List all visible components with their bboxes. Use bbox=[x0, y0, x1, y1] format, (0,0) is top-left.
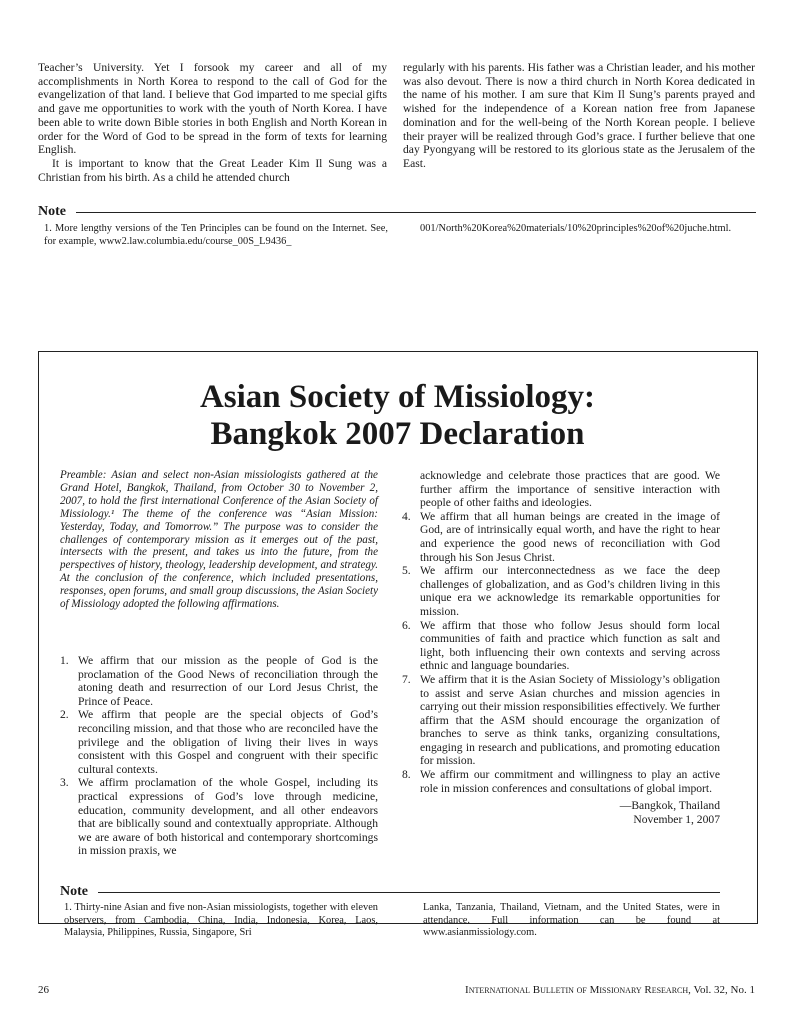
signoff bbox=[402, 799, 720, 827]
signoff-date: November 1, 2007 bbox=[633, 813, 720, 827]
footnote-text: 001/North%20Korea%20materials/10%20principles%20of%20juche.html. bbox=[420, 223, 732, 234]
footnote-text: 1. Thirty-nine Asian and five non-Asian missiologists, together with eleven observers, from Cambodia, China, India, Indonesia, Korea, Laos, Malaysia, Philippines, Russia, Singapore, Sri bbox=[64, 902, 378, 939]
paragraph: It is important to know that the Great Leader Kim Il Sung was a Christian from his birth. As a child he attended church bbox=[38, 156, 387, 184]
item-number: 3. bbox=[60, 776, 69, 790]
list-item bbox=[402, 510, 720, 564]
item-number: 4. bbox=[402, 509, 411, 523]
note-divider bbox=[76, 212, 756, 213]
list-item bbox=[60, 654, 378, 708]
item-number: 7. bbox=[402, 672, 411, 686]
item-text: We affirm that it is the Asian Society of Missiology’s obligation to assist and serve Asian churches and mission agencies in carrying out their mission responsibilities effectively. We further affirm that the ASM should encourage the organization of branches to serve as think tanks, organizing consultations, engaging in research and publications, and promoting education for mission. bbox=[420, 672, 720, 768]
item-text: We affirm our commitment and willingness to play an active role in mission conferences and consultations of global import. bbox=[420, 768, 720, 795]
preamble: Preamble: Asian and select non-Asian missiologists gathered at the Grand Hotel, Bangkok, Thailand, from October 30 to November 2, 2007, to hold the first international Conference of the Asian Society of Missiology.¹ The theme of the conference was “Asian Mission: Yesterday, Today, and Tomorrow.” The purpose was to consider the challenges of contemporary mission as it emerges out of the past, intersects with the present, and takes us into the future, from the perspectives of history, theology, leadership development, and strategy. At the conclusion of the conference, which included presentations, responses, open forums, and small group discussions, the Asian Society of Missiology adopted the following affirmations. bbox=[60, 469, 378, 611]
list-item bbox=[60, 776, 378, 858]
item-number: 8. bbox=[402, 768, 411, 782]
signoff-place: —Bangkok, Thailand bbox=[619, 799, 720, 813]
paragraph: Teacher’s University. Yet I forsook my career and all of my accomplishments in North Korea to respond to the call of God for the evangelization of that land. I believe that God imparted to me special gifts and gave me opportunities to work with the youth of North Korea. I have been able to write down Bible stories in both English and North Korean in order for the Word of God to be spread in the form of texts for learning English. bbox=[38, 61, 387, 157]
item-text: We affirm that our mission as the people of God is the proclamation of the Good News of reconciliation through the atoning death and resurrection of our Lord Jesus Christ, the Prince of Peace. bbox=[78, 654, 378, 708]
item-text: We affirm our interconnectedness as we face the deep challenges of globalization, and as God’s children living in this unique era we acknowledge its remarkable opportunities for mission. bbox=[420, 564, 720, 618]
page-number: 26 bbox=[38, 984, 49, 996]
top-left-column bbox=[38, 61, 387, 184]
continuation-text: acknowledge and celebrate those practices that are good. We further affirm the importance of sensitive interaction with people of other faiths and ideologies. bbox=[420, 469, 720, 510]
item-number: 5. bbox=[402, 564, 411, 578]
running-footer bbox=[465, 984, 755, 997]
item-number: 2. bbox=[60, 708, 69, 722]
list-item bbox=[402, 768, 720, 795]
list-item bbox=[402, 673, 720, 768]
note-divider bbox=[98, 892, 720, 893]
footnote-text: 1. More lengthy versions of the Ten Principles can be found on the Internet. See, for example, www2.law.columbia.edu/course_00S_L9436_ bbox=[44, 223, 388, 247]
item-text: We affirm that people are the special objects of God’s reconciling mission, and that those who are reconciled have the privilege and the obligation of living their lives in ways consistent with this Gospel and congruent with their specific cultural contexts. bbox=[78, 708, 378, 776]
item-text: We affirm proclamation of the whole Gospel, including its practical expressions of God’s love through medicine, education, community development, and all other endeavors that are biblically sound and contextually appropriate. Although we are aware of both historical and contemporary shortcomings in mission praxis, we bbox=[78, 776, 378, 858]
footnote-text: Lanka, Tanzania, Thailand, Vietnam, and the United States, were in attendance. Full information can be found at www.asianmissiology.com. bbox=[423, 902, 720, 939]
affirmations-left bbox=[60, 654, 378, 858]
top-right-column bbox=[403, 61, 755, 171]
title-line: Asian Society of Missiology: bbox=[199, 379, 596, 415]
list-item bbox=[402, 619, 720, 673]
item-text: We affirm that those who follow Jesus should form local communities of faith and practice which function as salt and light, both influencing their own contexts and serving across ethnic and language boundaries. bbox=[420, 618, 720, 673]
paragraph: regularly with his parents. His father was a Christian leader, and his mother was also devout. There is now a third church in North Korea dedicated in the name of his mother. I am sure that Kim Il Sung’s parents prayed and wished for the independence of a Korean nation free from Japanese domination and for the well-being of the North Korean people. I believe their prayer will be realized through God’s grace. I further believe that one day Pyongyang will be restored to its glorious state as the Jerusalem of the East. bbox=[403, 61, 755, 170]
list-item bbox=[60, 708, 378, 776]
item-number: 6. bbox=[402, 618, 411, 632]
item-number: 1. bbox=[60, 654, 69, 667]
list-item bbox=[402, 564, 720, 618]
item-text: We affirm that all human beings are created in the image of God, are of intrinsically equal worth, and have the right to hear and experience the good news of reconciliation with God through his Son Jesus Christ. bbox=[420, 509, 720, 564]
note-heading: Note bbox=[38, 204, 66, 219]
journal-name: International Bulletin of Missionary Research bbox=[465, 984, 689, 996]
affirmations-right bbox=[402, 469, 720, 827]
title-line: Bangkok 2007 Declaration bbox=[210, 416, 585, 452]
declaration-title bbox=[0, 379, 795, 453]
note-heading: Note bbox=[60, 884, 88, 899]
journal-issue: , Vol. 32, No. 1 bbox=[688, 984, 755, 996]
